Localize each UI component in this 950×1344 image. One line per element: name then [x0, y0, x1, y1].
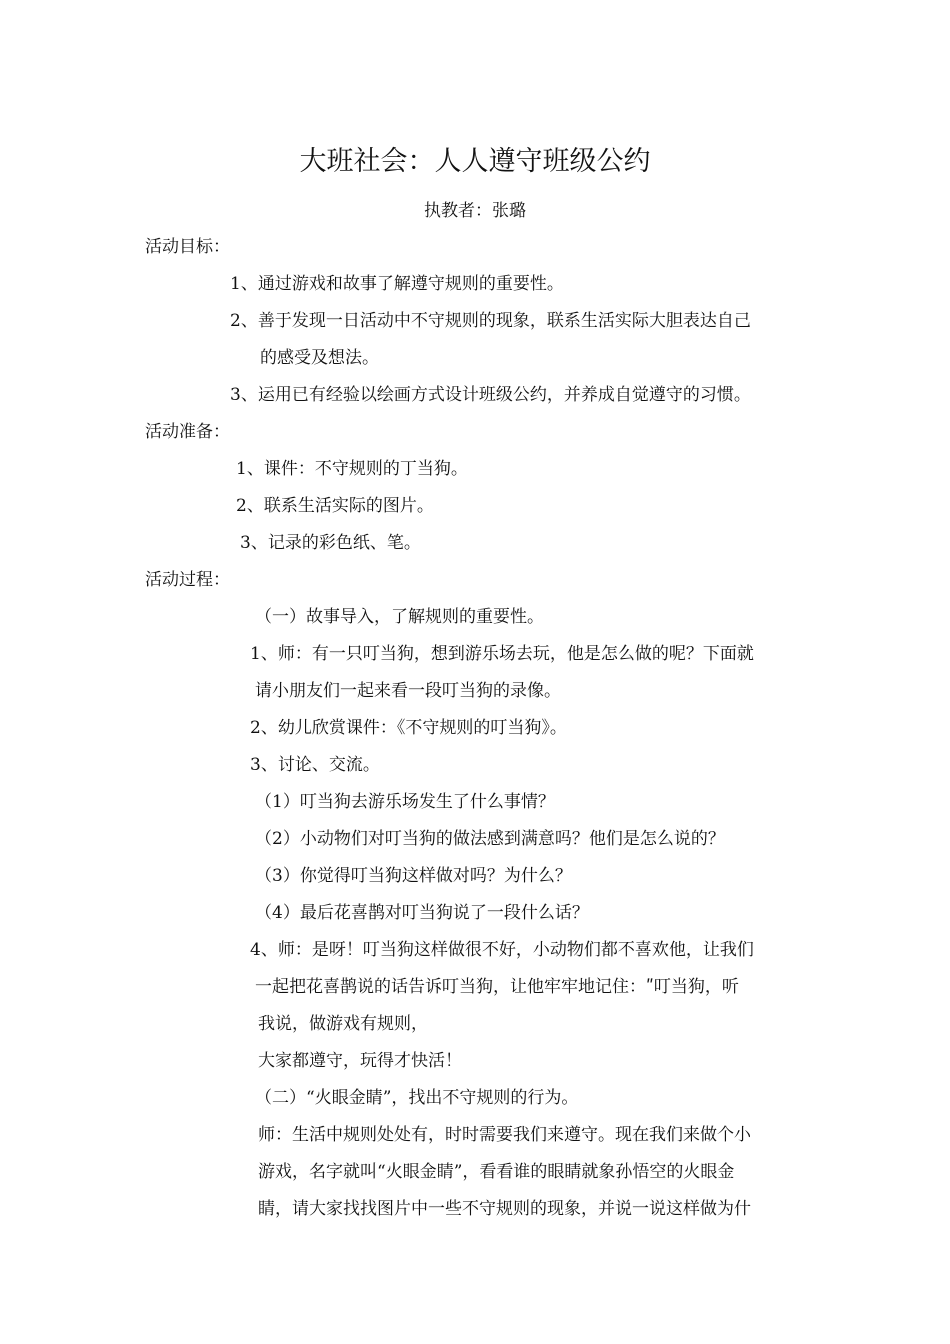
goals-heading: 活动目标： [145, 237, 230, 257]
process-line: 2、幼儿欣赏课件：《不守规则的叮当狗》。 [250, 718, 567, 738]
process-line: （4）最后花喜鹊对叮当狗说了一段什么话？ [255, 903, 589, 923]
process-line: （2）小动物们对叮当狗的做法感到满意吗？他们是怎么说的？ [255, 829, 725, 849]
document-title: 大班社会：人人遵守班级公约 [299, 146, 651, 177]
process-line: 3、讨论、交流。 [250, 755, 380, 775]
prep-heading: 活动准备： [145, 422, 230, 442]
process-line: 4、师：是呀！叮当狗这样做很不好，小动物们都不喜欢他，让我们 [250, 940, 754, 960]
goal-item: 2、善于发现一日活动中不守规则的现象，联系生活实际大胆表达自己 [230, 311, 751, 331]
process-line: 我说，做游戏有规则， [258, 1014, 428, 1034]
process-line: 1、师：有一只叮当狗，想到游乐场去玩，他是怎么做的呢？下面就 [250, 644, 754, 664]
process-line: 游戏，名字就叫“火眼金睛”，看看谁的眼睛就象孙悟空的火眼金 [258, 1162, 735, 1182]
process-line: （1）叮当狗去游乐场发生了什么事情？ [255, 792, 555, 812]
process-line: 请小朋友们一起来看一段叮当狗的录像。 [255, 681, 561, 701]
prep-item: 1、课件：不守规则的丁当狗。 [236, 459, 468, 479]
author-line: 执教者：张璐 [424, 201, 526, 221]
prep-item: 3、记录的彩色纸、笔。 [240, 533, 421, 553]
process-line: 师：生活中规则处处有，时时需要我们来遵守。现在我们来做个小 [258, 1125, 751, 1145]
process-line: （二）“火眼金睛”，找出不守规则的行为。 [255, 1088, 579, 1108]
process-line: （3）你觉得叮当狗这样做对吗？为什么？ [255, 866, 572, 886]
process-line: （一）故事导入，了解规则的重要性。 [255, 607, 544, 627]
process-heading: 活动过程： [145, 570, 230, 590]
goal-item-continued: 的感受及想法。 [260, 348, 379, 368]
goal-item: 1、通过游戏和故事了解遵守规则的重要性。 [230, 274, 564, 294]
prep-item: 2、联系生活实际的图片。 [236, 496, 434, 516]
process-line: 睛，请大家找找图片中一些不守规则的现象，并说一说这样做为什 [258, 1199, 751, 1219]
goal-item: 3、运用已有经验以绘画方式设计班级公约，并养成自觉遵守的习惯。 [230, 385, 751, 405]
process-line: 一起把花喜鹊说的话告诉叮当狗，让他牢牢地记住：ʺ叮当狗，听 [255, 977, 739, 997]
process-line: 大家都遵守，玩得才快活！ [258, 1051, 462, 1071]
